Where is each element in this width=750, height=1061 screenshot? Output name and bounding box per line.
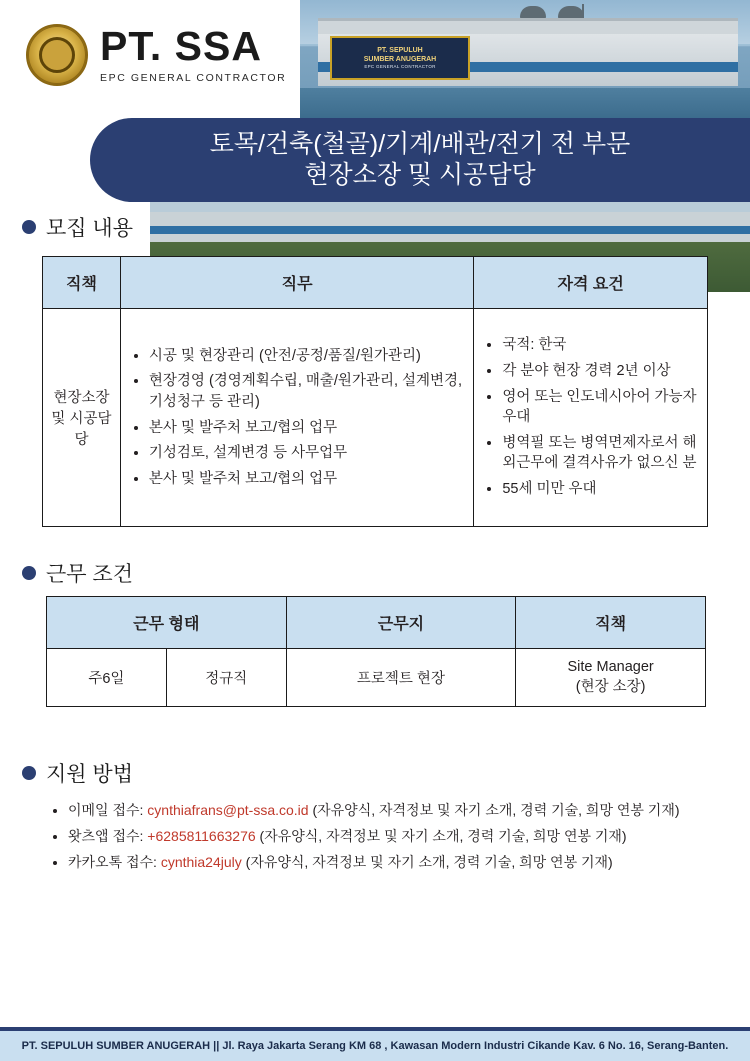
apply-label-kakao: 카카오톡 접수: xyxy=(68,854,161,870)
headline-banner xyxy=(90,118,750,202)
brand-logo xyxy=(26,24,286,86)
photo-ground xyxy=(300,88,750,120)
section-title-apply: 지원 방법 xyxy=(46,763,133,786)
photo2-stripe xyxy=(150,226,750,234)
brand-tagline: EPC GENERAL CONTRACTOR xyxy=(100,72,287,84)
bullet-dot-icon xyxy=(22,220,36,234)
apply-contact-kakao[interactable]: cynthia24july xyxy=(160,854,242,870)
signboard-title: PT. SEPULUH SUMBER ANUGERAH xyxy=(363,46,437,63)
apply-label-whatsapp: 왓츠앱 접수: xyxy=(68,828,148,844)
company-signboard xyxy=(330,36,470,80)
bullet-dot-icon xyxy=(22,566,36,580)
list-item: • 각 분야 현장 경력 2년 이상 xyxy=(502,361,699,382)
section-title-recruit: 모집 내용 xyxy=(46,217,133,240)
cell-work-days: 주6일 xyxy=(47,649,167,707)
list-item: • 병역필 또는 병역면제자로서 해외근무에 결격사유가 없으신 분 xyxy=(502,433,699,474)
apply-note-kakao: (자유양식, 자격정보 및 자기 소개, 경력 기술, 희망 연봉 기재) xyxy=(241,854,613,870)
apply-contact-email[interactable]: cynthiafrans@pt-ssa.co.id xyxy=(147,802,309,818)
header-photo xyxy=(300,0,750,120)
table-header-row xyxy=(43,257,708,309)
apply-contact-whatsapp[interactable]: +6285811663276 xyxy=(147,828,256,844)
apply-note-email: (자유양식, 자격정보 및 자기 소개, 경력 기술, 희망 연봉 기재) xyxy=(308,802,680,818)
list-item: • 시공 및 현장관리 (안전/공정/품질/원가관리) xyxy=(149,346,465,367)
col-header-work-type: 근무 형태 xyxy=(47,597,287,649)
section-heading-conditions xyxy=(22,558,133,588)
list-item: • 국적: 한국 xyxy=(502,335,699,356)
apply-method-email xyxy=(68,800,726,821)
cell-requirements xyxy=(474,309,708,527)
photo-roof xyxy=(318,18,738,34)
signboard-subtitle: EPC GENERAL CONTRACTOR xyxy=(364,64,436,70)
job-title-en: Site Manager xyxy=(567,659,654,675)
recruit-table xyxy=(42,256,708,527)
job-title-kr: (현장 소장) xyxy=(575,679,646,695)
list-item: • 현장경영 (경영계획수립, 매출/원가관리, 설계변경, 기성청구 등 관리) xyxy=(149,371,465,412)
brand-name: PT. SSA xyxy=(100,23,262,69)
footer: PT. SEPULUH SUMBER ANUGERAH || Jl. Raya Jakarta Serang KM 68 , Kawasan Modern Industri Cikande Kav. 6 No. 16, Serang-Banten. xyxy=(0,1031,750,1061)
table-row xyxy=(47,649,706,707)
cell-position: 현장소장 및 시공담당 xyxy=(43,309,121,527)
section-title-conditions: 근무 조건 xyxy=(46,563,133,586)
col-header-requirements: 자격 요건 xyxy=(474,257,708,309)
headline-line-2: 현장소장 및 시공담당 xyxy=(304,161,536,189)
section-heading-apply xyxy=(22,758,133,788)
col-header-duties: 직무 xyxy=(120,257,473,309)
bullet-dot-icon xyxy=(22,766,36,780)
apply-note-whatsapp: (자유양식, 자격정보 및 자기 소개, 경력 기술, 희망 연봉 기재) xyxy=(255,828,627,844)
table-row xyxy=(43,309,708,527)
cell-duties xyxy=(120,309,473,527)
list-item: • 본사 및 발주처 보고/협의 업무 xyxy=(149,418,465,439)
headline-line-1: 토목/건축(철골)/기계/배관/전기 전 부문 xyxy=(209,129,631,158)
conditions-table xyxy=(46,596,706,707)
apply-method-kakao xyxy=(68,852,726,873)
table-header-row xyxy=(47,597,706,649)
apply-label-email: 이메일 접수: xyxy=(68,802,148,818)
list-item: • 본사 및 발주처 보고/협의 업무 xyxy=(149,469,465,490)
cell-location: 프로젝트 현장 xyxy=(286,649,516,707)
col-header-position: 직책 xyxy=(43,257,121,309)
cell-job-title xyxy=(516,649,706,707)
apply-method-whatsapp xyxy=(68,826,726,847)
gold-seal-icon xyxy=(26,24,88,86)
apply-methods xyxy=(46,795,726,878)
col-header-title: 직책 xyxy=(516,597,706,649)
section-heading-recruit xyxy=(22,212,133,242)
list-item: • 기성검토, 설계변경 등 사무업무 xyxy=(149,443,465,464)
list-item: • 55세 미만 우대 xyxy=(502,479,699,500)
list-item: • 영어 또는 인도네시아어 가능자 우대 xyxy=(502,387,699,428)
col-header-location: 근무지 xyxy=(286,597,516,649)
cell-employment-type: 정규직 xyxy=(166,649,286,707)
